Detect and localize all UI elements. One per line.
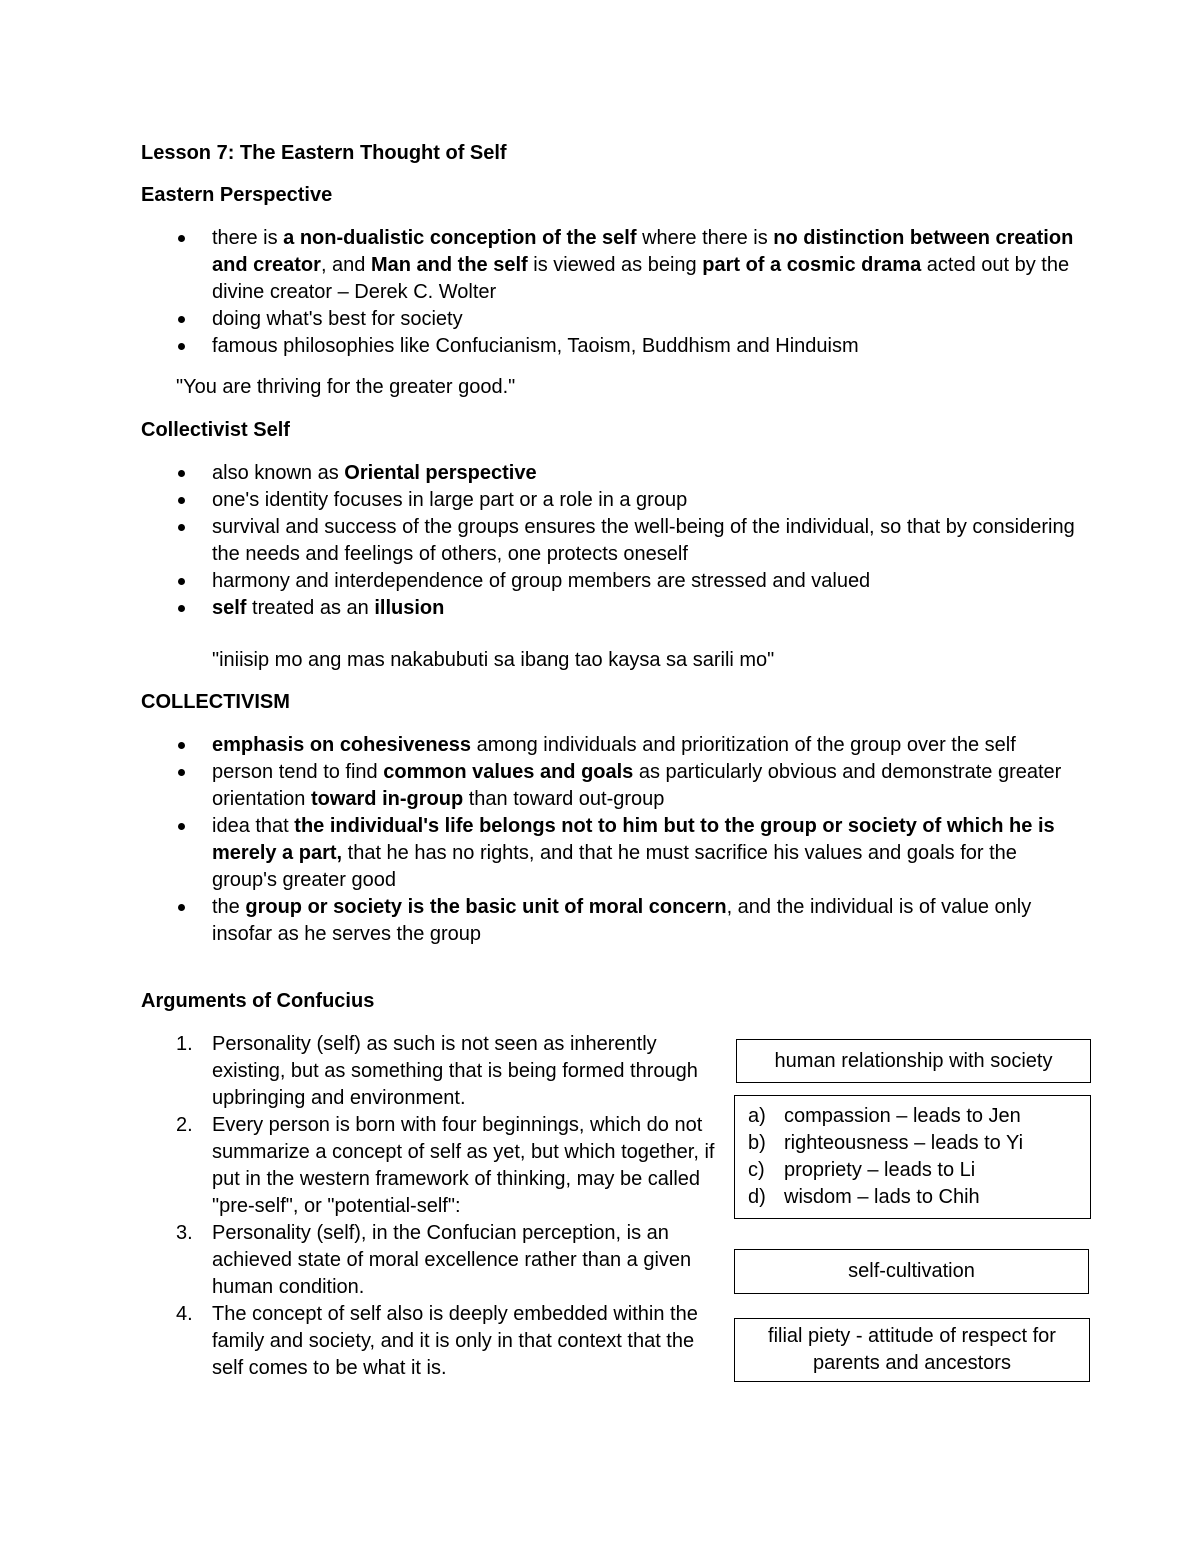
list-item: c) propriety – leads to Li [748, 1159, 976, 1181]
filial-piety-box: filial piety - attitude of respect for parents and ancestors [734, 1318, 1090, 1382]
collectivist-self-heading: Collectivist Self [141, 419, 290, 441]
list-item: there is a non-dualistic conception of the self where there is no distinction between creation and creator, and Man and the self is viewed as being part of a cosmic drama acted out by the divine creator – Derek C. Wolter [176, 225, 1076, 306]
list-item: 1. Personality (self) as such is not seen as inherently existing, but as something that is being formed through upbringing and environment. [176, 1033, 698, 1109]
eastern-perspective-heading: Eastern Perspective [141, 184, 333, 206]
list-item: person tend to find common values and goals as particularly obvious and demonstrate greater orientation toward in-group than toward out-group [176, 759, 1076, 813]
list-item: a) compassion – leads to Jen [748, 1105, 1021, 1127]
list-item: idea that the individual's life belongs not to him but to the group or society of which he is merely a part, that he has no rights, and that he must sacrifice his values and goals for the group's greater good [176, 813, 1076, 894]
list-item: 3. Personality (self), in the Confucian perception, is an achieved state of moral excellence rather than a given human condition. [176, 1222, 692, 1298]
list-item: famous philosophies like Confucianism, Taoism, Buddhism and Hinduism [176, 333, 1076, 360]
lesson-title: Lesson 7: The Eastern Thought of Self [141, 142, 507, 164]
list-item: 4. The concept of self also is deeply embedded within the family and society, and it is only in that context that the self comes to be what it is. [176, 1303, 698, 1379]
list-item: harmony and interdependence of group members are stressed and valued [176, 568, 1076, 595]
confucius-arguments-list [176, 1031, 716, 1382]
collectivism-heading: COLLECTIVISM [141, 691, 290, 713]
list-item: self treated as an illusion [176, 595, 1076, 622]
collectivism-list [176, 732, 1076, 948]
virtues-list [735, 1103, 1090, 1211]
list-item: the group or society is the basic unit of moral concern, and the individual is of value only insofar as he serves the group [176, 894, 1076, 948]
list-item: doing what's best for society [176, 306, 1076, 333]
eastern-perspective-list [176, 225, 1076, 360]
collectivist-quote: "iniisip mo ang mas nakabubuti sa ibang tao kaysa sa sarili mo" [212, 649, 775, 671]
list-item: 2. Every person is born with four beginnings, which do not summarize a concept of self as yet, but which together, if put in the western framework of thinking, may be called "pre-self", or "potential-self": [176, 1114, 715, 1217]
self-cultivation-box: self-cultivation [734, 1249, 1089, 1294]
list-item: also known as Oriental perspective [176, 460, 1076, 487]
collectivist-self-list [176, 460, 1076, 622]
list-item: one's identity focuses in large part or a role in a group [176, 487, 1076, 514]
list-item: d) wisdom – lads to Chih [748, 1186, 980, 1208]
list-item: emphasis on cohesiveness among individuals and prioritization of the group over the self [176, 732, 1076, 759]
list-item: survival and success of the groups ensures the well-being of the individual, so that by considering the needs and feelings of others, one protects oneself [176, 514, 1076, 568]
relationship-box: human relationship with society [736, 1039, 1091, 1083]
virtues-box [734, 1095, 1091, 1219]
list-item: b) righteousness – leads to Yi [748, 1132, 1024, 1154]
confucius-heading: Arguments of Confucius [141, 990, 375, 1012]
eastern-quote: "You are thriving for the greater good." [176, 376, 516, 398]
